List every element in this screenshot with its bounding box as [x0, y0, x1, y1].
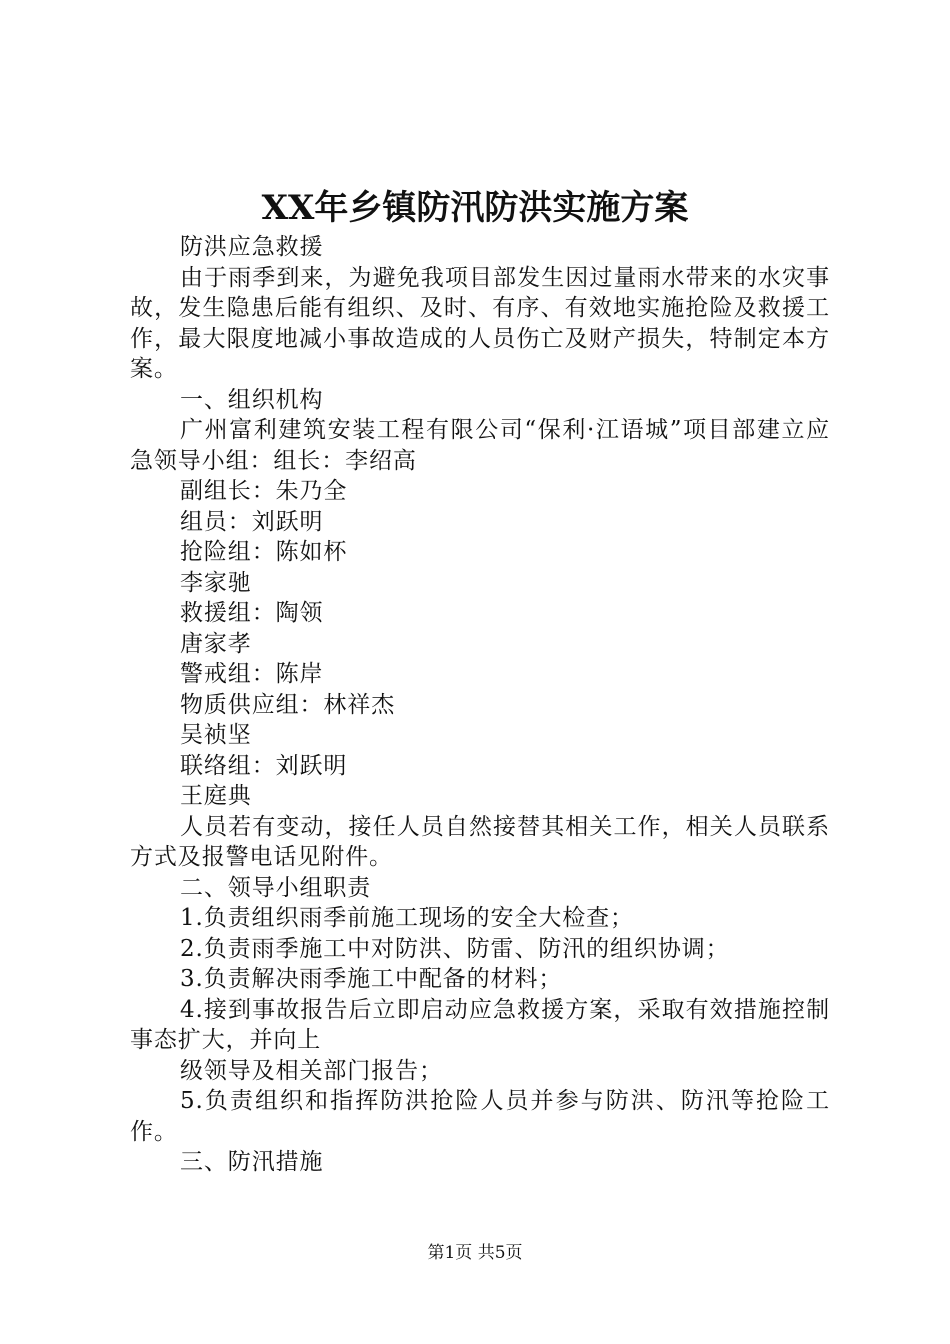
page-number-footer: 第1页 共5页	[427, 1243, 523, 1263]
document-body	[130, 232, 830, 1178]
line-liaison-team: 联络组：刘跃明	[180, 752, 348, 779]
paragraph-personnel-change: 人员若有变动，接任人员自然接替其相关工作，相关人员联系方式及报警电话见附件。	[130, 813, 830, 870]
duty-item-5: 5.负责组织和指挥防洪抢险人员并参与防洪、防汛等抢险工作。	[130, 1088, 830, 1145]
duty-item-3: 3.负责解决雨季施工中配备的材料；	[180, 966, 563, 992]
line-members: 组员：刘跃明	[180, 508, 324, 535]
line-guard-team: 警戒组：陈岸	[180, 661, 324, 687]
line-supply-team-member: 吴祯坚	[180, 722, 252, 748]
line-supply-team: 物质供应组：林祥杰	[180, 691, 396, 718]
document-title: XX年乡镇防汛防洪实施方案	[261, 188, 689, 228]
duty-item-2: 2.负责雨季施工中对防洪、防雷、防汛的组织协调；	[180, 935, 730, 962]
line-liaison-team-member: 王庭典	[180, 783, 252, 809]
paragraph-section-label: 防洪应急救援	[180, 234, 324, 260]
heading-group-duties: 二、领导小组职责	[180, 874, 372, 901]
paragraph-intro: 由于雨季到来，为避免我项目部发生因过量雨水带来的水灾事故，发生隐患后能有组织、及时、有序、有效地实施抢险及救援工作，最大限度地减小事故造成的人员伤亡及财产损失，特制定本方案。	[130, 264, 830, 382]
duty-item-1: 1.负责组织雨季前施工现场的安全大检查；	[180, 905, 634, 931]
duty-item-4: 4.接到事故报告后立即启动应急救援方案，采取有效措施控制事态扩大，并向上	[130, 996, 830, 1053]
heading-organization: 一、组织机构	[180, 386, 324, 413]
line-deputy-leader: 副组长：朱乃全	[180, 478, 348, 504]
line-rescue-team-member: 李家驰	[180, 569, 252, 596]
line-aid-team: 救援组：陶领	[180, 600, 324, 626]
line-aid-team-member: 唐家孝	[180, 630, 252, 657]
heading-flood-measures: 三、防汛措施	[180, 1149, 324, 1175]
paragraph-leadership-group: 广州富利建筑安装工程有限公司“保利·江语城”项目部建立应急领导小组：组长：李绍高	[130, 417, 830, 474]
duty-item-4-continued: 级领导及相关部门报告；	[180, 1057, 443, 1084]
line-rescue-team: 抢险组：陈如杯	[180, 539, 348, 565]
